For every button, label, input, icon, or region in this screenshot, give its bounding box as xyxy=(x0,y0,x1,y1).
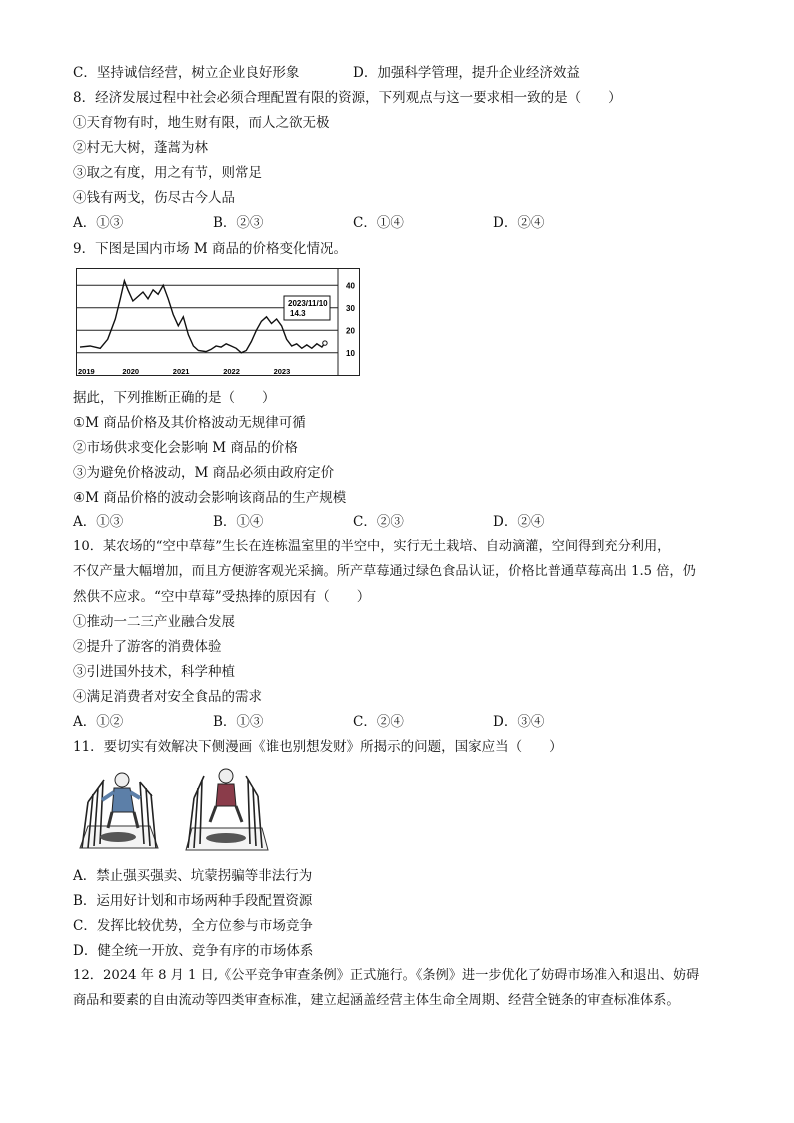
annotation-date: 2023/11/10 xyxy=(288,299,328,308)
x-tick-label: 2020 xyxy=(122,367,140,376)
x-tick-label: 2019 xyxy=(78,367,95,376)
y-tick-label: 20 xyxy=(346,326,355,336)
q10-option-b: B．①③ xyxy=(213,714,264,730)
cartoon-left-figure xyxy=(80,773,158,848)
q8-item-4: ④钱有两戈，伤尽古今人品 xyxy=(73,190,235,206)
x-tick-label: 2023 xyxy=(273,367,291,376)
price-line-chart xyxy=(76,268,360,376)
q12-line-2: 商品和要素的自由流动等四类审查标准，建立起涵盖经营主体生命全周期、经营全链条的审查标准体系。 xyxy=(73,993,680,1008)
q8-item-1: ①天育物有时，地生财有限，而人之欲无极 xyxy=(73,115,330,131)
q11-option-a: A．禁止强买强卖、坑蒙拐骗等非法行为 xyxy=(73,868,313,884)
chart-annotation-box xyxy=(284,296,330,320)
q10-stem-line-2: 不仅产量大幅增加，而且方便游客观光采摘。所产草莓通过绿色食品认证，价格比普通草莓高出 1.5 倍，仍 xyxy=(73,564,696,579)
q8-item-3: ③取之有度，用之有节，则常足 xyxy=(73,165,262,181)
q10-option-a: A．①② xyxy=(73,714,124,730)
q8-item-2: ②村无大树，蓬蒿为林 xyxy=(73,140,208,156)
q9-item-3: ③为避免价格波动，M 商品必须由政府定价 xyxy=(73,465,335,481)
q9-option-d: D．②④ xyxy=(493,514,545,530)
annotation-value: 14.3 xyxy=(290,309,306,318)
x-tick-label: 2021 xyxy=(172,367,190,376)
q11-option-b: B．运用好计划和市场两种手段配置资源 xyxy=(73,893,313,909)
cartoon-illustration xyxy=(74,762,274,856)
q11-option-c: C．发挥比较优势，全方位参与市场竞争 xyxy=(73,918,313,934)
q8-option-a: A．①③ xyxy=(73,215,124,231)
q10-stem-line-1: 10．某农场的“空中草莓”生长在连栋温室里的半空中，实行无土栽培、自动滴灌，空间得到充分利用， xyxy=(73,539,671,554)
q9-lead: 据此，下列推断正确的是（ ） xyxy=(73,390,276,406)
q9-item-2: ②市场供求变化会影响 M 商品的价格 xyxy=(73,440,298,456)
q12-line-1: 12．2024 年 8 月 1 日,《公平竞争审查条例》正式施行。《条例》进一步优化了妨碍市场准入和退出、妨碍 xyxy=(73,968,700,983)
chart-frame xyxy=(77,269,360,376)
q8-option-c: C．①④ xyxy=(353,215,404,231)
y-tick-label: 10 xyxy=(346,348,355,358)
y-tick-label: 40 xyxy=(346,281,355,291)
cartoon-right-figure xyxy=(186,769,268,850)
q9-option-a: A．①③ xyxy=(73,514,124,530)
annotation-point xyxy=(323,341,327,345)
q10-item-1: ①推动一二三产业融合发展 xyxy=(73,614,235,630)
q10-stem-line-3: 然供不应求。“空中草莓”受热捧的原因有（ ） xyxy=(73,589,371,605)
q10-item-2: ②提升了游客的消费体验 xyxy=(73,639,222,655)
q11-stem: 11．要切实有效解决下侧漫画《谁也别想发财》所揭示的问题，国家应当（ ） xyxy=(73,739,563,755)
q8-option-d: D．②④ xyxy=(493,215,545,231)
q10-option-d: D．③④ xyxy=(493,714,545,730)
q9-option-b: B．①④ xyxy=(213,514,264,530)
q7-option-c: C．坚持诚信经营，树立企业良好形象 xyxy=(73,65,300,81)
q11-option-d: D．健全统一开放、竞争有序的市场体系 xyxy=(73,943,314,959)
q10-option-c: C．②④ xyxy=(353,714,404,730)
q9-item-1: ①M 商品价格及其价格波动无规律可循 xyxy=(73,415,306,431)
q7-option-d: D．加强科学管理，提升企业经济效益 xyxy=(353,65,580,81)
q8-option-b: B．②③ xyxy=(213,215,264,231)
q9-item-4: ④M 商品价格的波动会影响该商品的生产规模 xyxy=(73,490,347,506)
x-tick-label: 2022 xyxy=(223,367,240,376)
q8-stem: 8．经济发展过程中社会必须合理配置有限的资源，下列观点与这一要求相一致的是（ ） xyxy=(73,90,622,106)
q10-item-3: ③引进国外技术，科学种植 xyxy=(73,664,235,680)
y-tick-label: 30 xyxy=(346,303,355,313)
q9-option-c: C．②③ xyxy=(353,514,404,530)
q9-stem: 9．下图是国内市场 M 商品的价格变化情况。 xyxy=(73,241,347,257)
q10-item-4: ④满足消费者对安全食品的需求 xyxy=(73,689,262,705)
